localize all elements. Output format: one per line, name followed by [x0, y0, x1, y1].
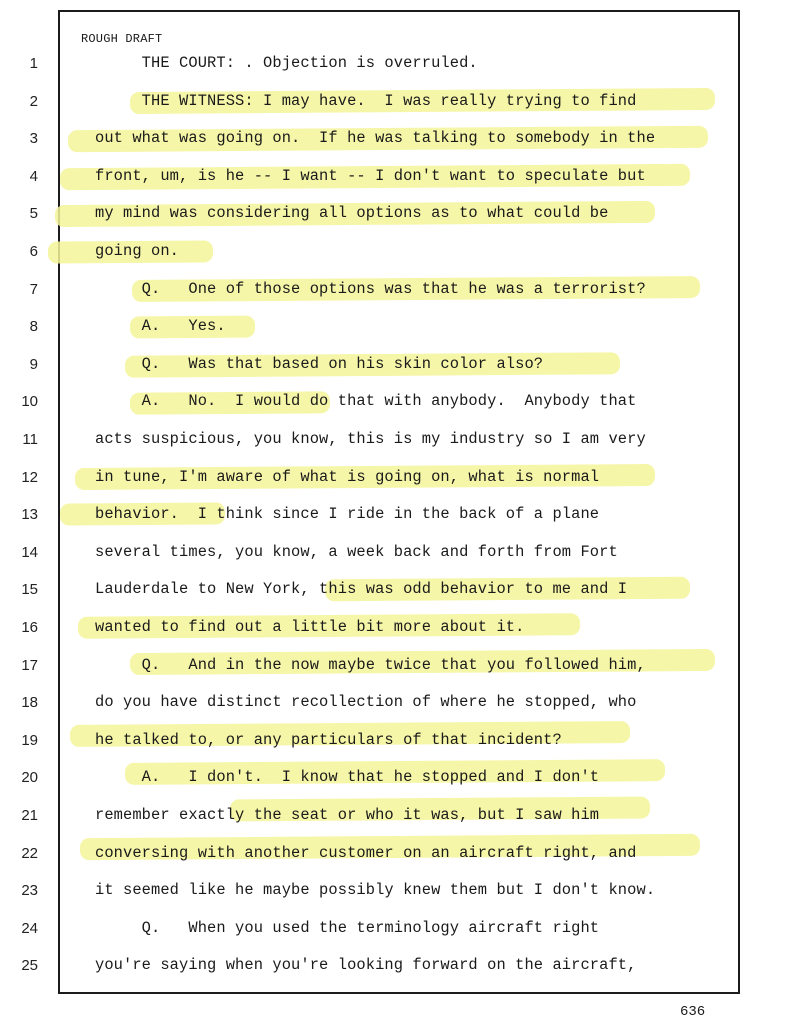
line-number: 20	[21, 769, 38, 786]
line-number: 7	[29, 281, 38, 298]
line-number: 10	[21, 393, 38, 410]
transcript-line: going on.	[95, 242, 180, 260]
page-number: 636	[680, 1004, 706, 1020]
transcript-line: Q. And in the now maybe twice that you followed him,	[95, 656, 646, 674]
line-number: 3	[29, 130, 38, 147]
line-number: 16	[21, 619, 38, 636]
transcript-line: THE COURT: . Objection is overruled.	[95, 54, 478, 72]
rough-draft-header: ROUGH DRAFT	[81, 32, 163, 46]
transcript-line: Q. When you used the terminology aircraft right	[95, 919, 600, 937]
line-number: 18	[21, 694, 38, 711]
transcript-line: Q. One of those options was that he was a terrorist?	[95, 280, 646, 298]
transcript-line: wanted to find out a little bit more about it.	[95, 618, 525, 636]
transcript-line: A. Yes.	[95, 317, 226, 335]
line-number: 6	[29, 243, 38, 260]
transcript-line: out what was going on. If he was talking to somebody in the	[95, 129, 656, 147]
transcript-line: Q. Was that based on his skin color also?	[95, 355, 544, 373]
transcript-line: front, um, is he -- I want -- I don't want to speculate but	[95, 167, 646, 185]
line-number: 23	[21, 882, 38, 899]
line-number: 24	[21, 920, 38, 937]
line-number: 8	[29, 318, 38, 335]
line-number: 4	[29, 168, 38, 185]
line-number: 19	[21, 732, 38, 749]
transcript-line: it seemed like he maybe possibly knew them but I don't know.	[95, 881, 656, 899]
line-number: 5	[29, 205, 38, 222]
transcript-line: in tune, I'm aware of what is going on, what is normal	[95, 468, 600, 486]
transcript-line: THE WITNESS: I may have. I was really trying to find	[95, 92, 637, 110]
transcript-line: you're saying when you're looking forward on the aircraft,	[95, 956, 637, 974]
transcript-line: several times, you know, a week back and forth from Fort	[95, 543, 618, 561]
transcript-line: Lauderdale to New York, this was odd behavior to me and I	[95, 580, 628, 598]
line-number: 13	[21, 506, 38, 523]
transcript-line: do you have distinct recollection of where he stopped, who	[95, 693, 637, 711]
line-number: 25	[21, 957, 38, 974]
transcript-line: conversing with another customer on an aircraft right, and	[95, 844, 637, 862]
line-number: 1	[29, 55, 38, 72]
line-number: 9	[29, 356, 38, 373]
transcript-line: A. I don't. I know that he stopped and I don't	[95, 768, 600, 786]
line-number: 17	[21, 657, 38, 674]
line-number: 2	[29, 93, 38, 110]
line-number: 22	[21, 845, 38, 862]
line-number: 11	[22, 431, 38, 448]
line-number: 12	[21, 469, 38, 486]
transcript-line: A. No. I would do that with anybody. Anybody that	[95, 392, 637, 410]
transcript-line: my mind was considering all options as to what could be	[95, 204, 609, 222]
transcript-line: acts suspicious, you know, this is my industry so I am very	[95, 430, 646, 448]
line-number: 21	[21, 807, 38, 824]
transcript-line: behavior. I think since I ride in the back of a plane	[95, 505, 600, 523]
transcript-line: remember exactly the seat or who it was, but I saw him	[95, 806, 600, 824]
line-number: 15	[21, 581, 38, 598]
line-number: 14	[21, 544, 38, 561]
transcript-line: he talked to, or any particulars of that incident?	[95, 731, 562, 749]
